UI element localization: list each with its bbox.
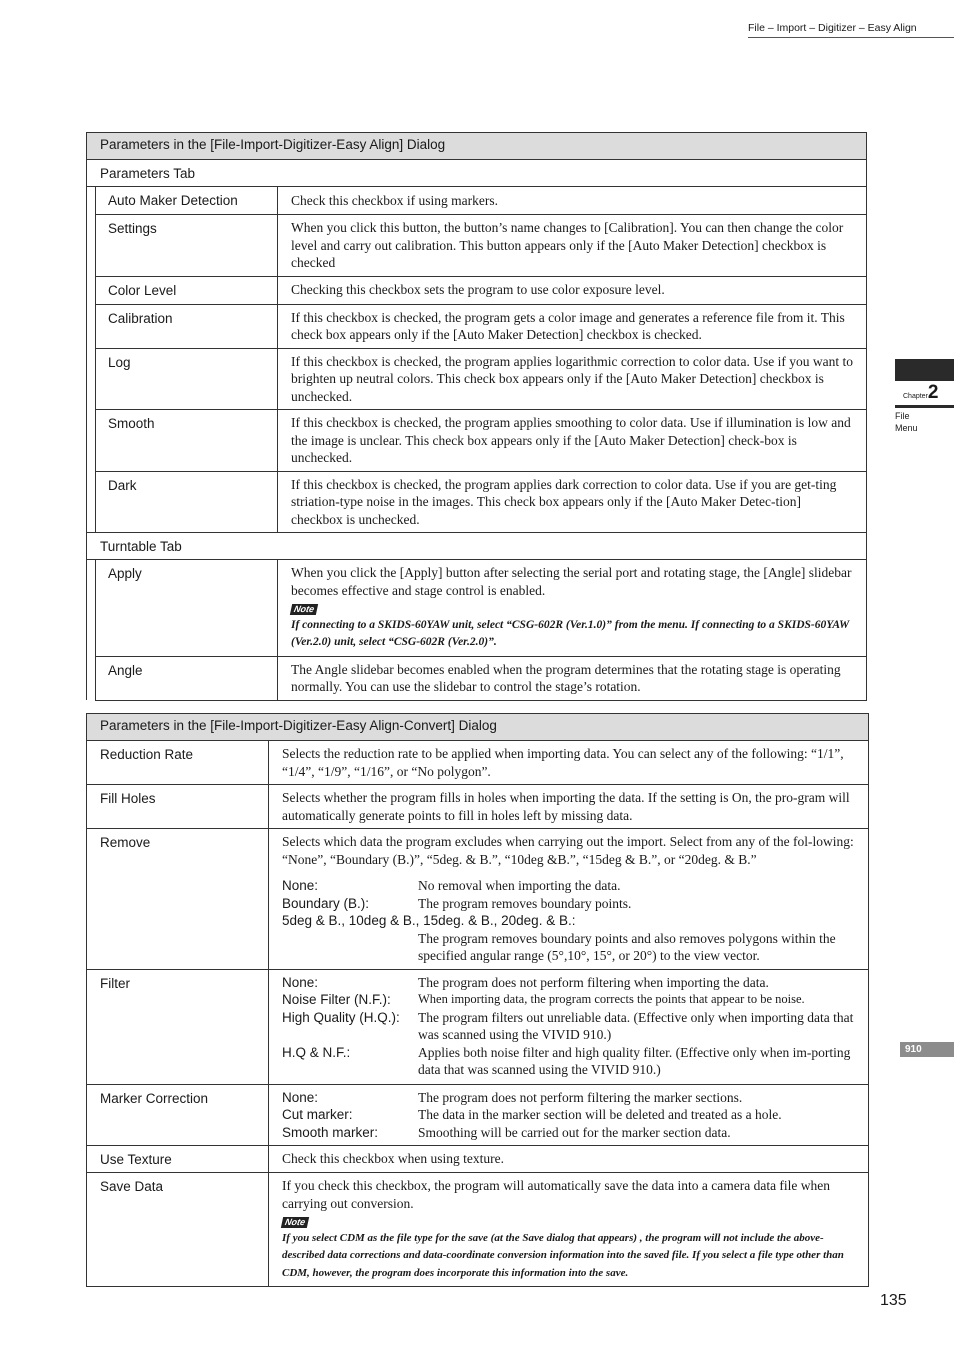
row-label: Smooth [96,410,278,472]
note-text: If you select CDM as the file type for the save (at the Save dialog that appears) , the program will not include the above-described data corrections and data-coordinate conversion information into the saved file. If you select a file type other than CDM, however, the program does incorporate this information into the save. [282,1231,844,1279]
running-header: File – Import – Digitizer – Easy Align [748,22,954,38]
option-value: The program filters out unreliable data. (Effective only when importing data that was scanned using the VIVID 910.) [418,1009,854,1042]
option-key: Noise Filter (N.F.): [282,992,391,1007]
option-value: The program removes boundary points. [418,895,632,911]
save-data-desc-cell [269,1173,869,1287]
row-desc: Selects which data the program excludes when carrying out the import. Select from any of the fol-lowing: “None”, “Boundary (B.)”, “5deg. & B.”, “10deg &B.”, “15deg & B.”, or “20deg. & B.” [282,834,854,867]
row-label: Dark [96,471,278,533]
remove-desc-cell [269,829,869,970]
marker-desc-cell [269,1084,869,1146]
model-tab: 910 [900,1042,954,1057]
option-key: Cut marker: [282,1107,353,1122]
section-label-line1: File [895,411,910,421]
row-label: Settings [96,215,278,277]
apply-desc-cell [278,560,867,657]
note-text: If connecting to a SKIDS-60YAW unit, select “CSG-602R (Ver.1.0)” from the menu. If connecting to a SKIDS-60YAW (Ver.2.0) unit, select “CSG-602R (Ver.2.0)”. [291,618,850,648]
row-label: Apply [96,560,278,657]
chapter-label [903,383,938,403]
row-label: Save Data [87,1173,269,1287]
table-title: Parameters in the [File-Import-Digitizer-Easy Align] Dialog [87,133,867,160]
row-desc: Check this checkbox if using markers. [278,187,867,215]
row-label: Use Texture [87,1146,269,1173]
chapter-number: 2 [927,382,939,403]
row-desc: The Angle slidebar becomes enabled when the program determines that the rotating stage is operating normally. You can use the slidebar to control the stage’s rotation. [278,656,867,700]
option-value: Applies both noise filter and high quality filter. (Effective only when im-porting data that was scanned using the VIVID 910.) [418,1044,851,1077]
option-value: The program does not perform filtering when importing the data. [418,974,769,990]
row-label: Fill Holes [87,785,269,829]
option-value: The program removes boundary points and also removes polygons within the specified angular range (5°,10°, 15°, or 20°) to the view vector. [418,930,836,963]
row-desc: When you click the [Apply] button after selecting the serial port and rotating stage, the [Angle] slidebar becomes effective and stage control is enabled. [291,565,852,598]
option-value: No removal when importing the data. [418,878,621,893]
row-desc: If this checkbox is checked, the program applies smoothing to color data. Use if illumination is low and the image is unclear. This check box appears only if the [Auto Maker Detection] check-box is unchecked. [278,410,867,472]
row-desc: If this checkbox is checked, the program applies dark correction to color data. Use if you are get-ting striation-type noise in the images. This check box appears only if the [Auto Maker Detec-tion] checkbox is unchecked. [278,471,867,533]
turntable-tab-heading: Turntable Tab [87,533,867,560]
row-label: Color Level [96,276,278,304]
row-label: Filter [87,969,269,1084]
row-desc: If this checkbox is checked, the program applies logarithmic correction to color data. Use if you want to brighten up neutral colors. This check box appears only if the [Auto Maker Detection] checkbox is unchecked. [278,348,867,410]
section-label-line2: Menu [895,423,918,433]
row-desc: If you check this checkbox, the program will automatically save the data into a camera data file when carrying out conversion. [282,1178,831,1211]
row-label: Remove [87,829,269,970]
note-icon: Note [281,1217,309,1228]
option-value: Smoothing will be carried out for the marker section data. [418,1124,731,1140]
section-label [895,410,918,434]
option-key: H.Q & N.F.: [282,1044,351,1060]
option-key: Smooth marker: [282,1124,379,1140]
option-value: The program does not perform filtering the marker sections. [418,1089,743,1105]
easy-align-parameters-table [86,132,867,701]
chapter-underline [895,405,954,408]
row-label: Log [96,348,278,410]
option-value: The data in the marker section will be deleted and treated as a hole. [418,1107,782,1122]
row-label: Angle [96,656,278,700]
note-icon: Note [290,604,318,615]
row-label: Calibration [96,304,278,348]
row-desc: Selects the reduction rate to be applied when importing data. You can select any of the following: “1/1”, “1/4”, “1/9”, “1/16”, or “No polygon”. [269,741,869,785]
chapter-tab-bar [895,359,954,381]
row-desc: If this checkbox is checked, the program gets a color image and generates a reference file from it. This check box appears only if the [Auto Maker Detection] checkbox is checked. [278,304,867,348]
option-key: None: [282,974,319,990]
row-label: Auto Maker Detection [96,187,278,215]
easy-align-convert-table [86,713,869,1287]
table-title: Parameters in the [File-Import-Digitizer-Easy Align-Convert] Dialog [87,714,869,741]
parameters-tab-heading: Parameters Tab [87,160,867,187]
option-key: None: [282,1089,319,1105]
option-key: High Quality (H.Q.): [282,1009,400,1025]
row-desc: When you click this button, the button’s name changes to [Calibration]. You can then change the color level and carry out calibration. This button appears only if the [Auto Maker Detection] checkbox is checked [278,215,867,277]
row-label: Reduction Rate [87,741,269,785]
option-key: Boundary (B.): [282,895,370,911]
option-key: 5deg & B., 10deg & B., 15deg. & B., 20deg. & B.: [282,913,576,928]
option-value: When importing data, the program corrects the points that appear to be noise. [418,992,805,1006]
option-key: None: [282,878,319,893]
row-desc: Check this checkbox when using texture. [269,1146,869,1173]
filter-desc-cell [269,969,869,1084]
row-desc: Selects whether the program fills in holes when importing the data. If the setting is On, the pro-gram will automatically generate points to fill in holes left by missing data. [269,785,869,829]
chapter-word: Chapter [903,393,928,400]
row-label: Marker Correction [87,1084,269,1146]
row-desc: Checking this checkbox sets the program to use color exposure level. [278,276,867,304]
page-number: 135 [880,1292,907,1309]
